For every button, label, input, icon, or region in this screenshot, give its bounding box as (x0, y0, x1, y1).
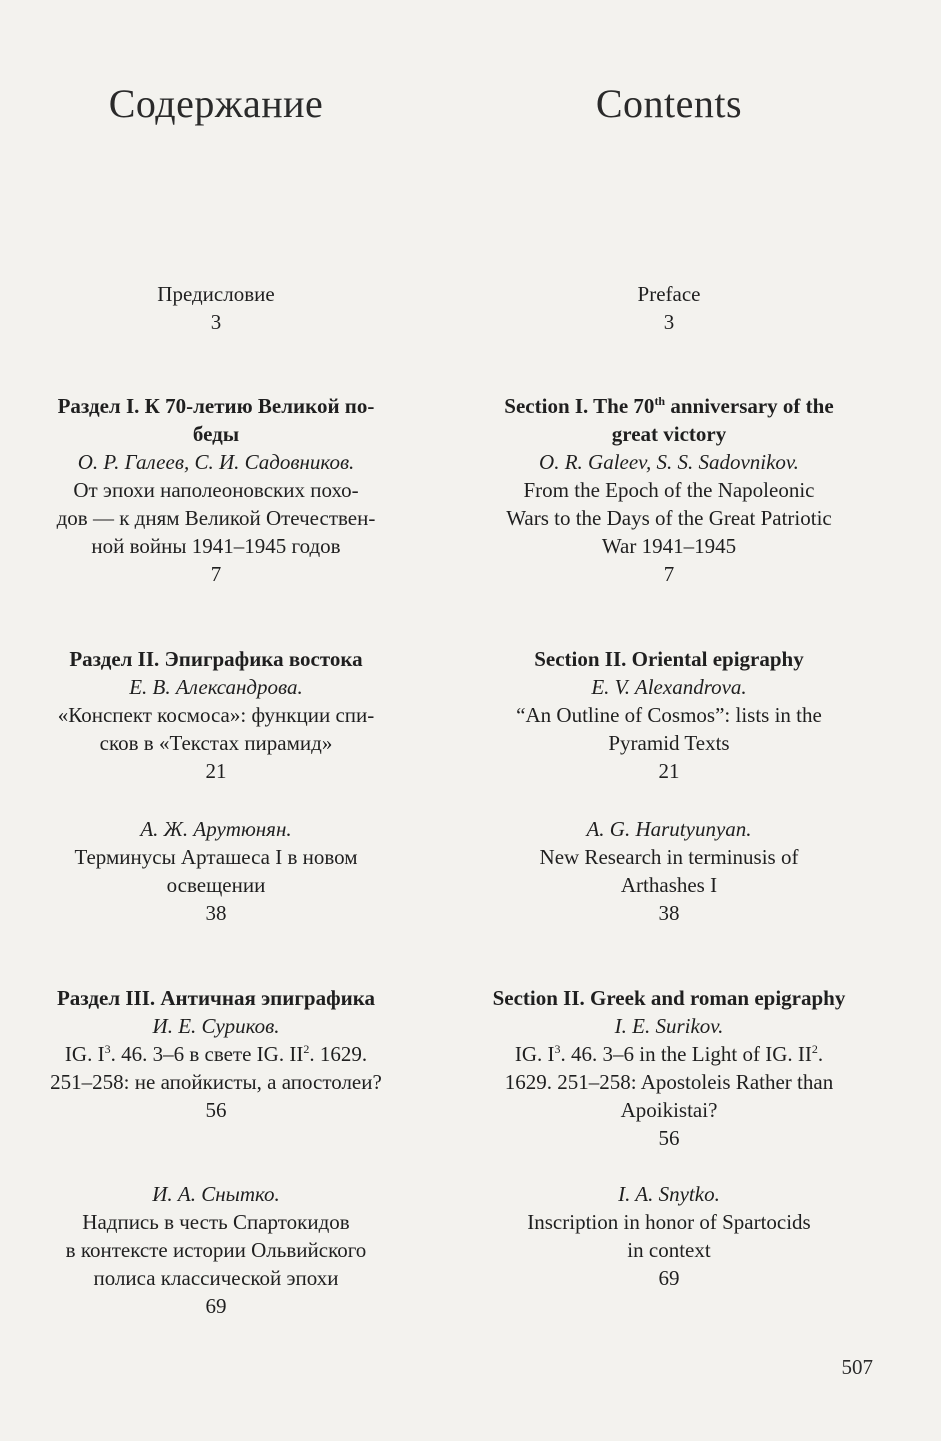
article-title[interactable]: Wars to the Days of the Great Patriotic (506, 506, 832, 530)
author: I. E. Surikov. (614, 1014, 724, 1038)
article-title[interactable]: Arthashes I (620, 873, 718, 897)
article-title[interactable]: Inscription in honor of Spartocids (527, 1210, 811, 1234)
article-title[interactable]: Надпись в честь Спартокидов (82, 1210, 350, 1234)
article-title[interactable]: Терминусы Арташеса I в новом (74, 845, 358, 869)
preface-entry-ru (10, 280, 422, 336)
page-ref: 7 (210, 562, 222, 586)
section-title[interactable]: Раздел I. К 70-летию Великой по- (57, 394, 375, 418)
preface-title[interactable]: Предисловие (157, 282, 275, 306)
author: А. Ж. Арутюнян. (140, 817, 292, 841)
section-1-en (462, 392, 876, 588)
page-ref: 3 (210, 310, 222, 334)
section-title[interactable]: беды (192, 422, 240, 446)
article-title[interactable]: 251–258: не апойкисты, а апостолеи? (50, 1070, 382, 1094)
article-title[interactable]: освещении (166, 873, 266, 897)
article-title[interactable]: От эпохи наполеоновских похо- (73, 478, 359, 502)
section-title[interactable]: Section II. Oriental epigraphy (534, 647, 804, 671)
page-ref: 21 (205, 759, 227, 783)
article-title[interactable]: Apoikistai? (620, 1098, 718, 1122)
page-ref: 69 (205, 1294, 227, 1318)
author: A. G. Harutyunyan. (586, 817, 752, 841)
article-title[interactable]: Pyramid Texts (608, 731, 730, 755)
page-ref: 56 (205, 1098, 227, 1122)
heading-en: Contents (595, 81, 743, 126)
article-title[interactable]: IG. $I^3$. 46. 3–6 in the Light of IG. $II^2$. (514, 1042, 824, 1066)
article-title[interactable]: From the Epoch of the Napoleonic (523, 478, 815, 502)
heading-ru: Содержание (108, 81, 324, 126)
page-ref: 56 (658, 1126, 680, 1150)
page-ref: 38 (658, 901, 680, 925)
article-title[interactable]: полиса классической эпохи (93, 1266, 339, 1290)
author: E. V. Alexandrova. (591, 675, 747, 699)
article-title[interactable]: New Research in terminusis of (539, 845, 799, 869)
article-en-snytko (462, 1180, 876, 1292)
page-ref: 3 (663, 310, 675, 334)
author: I. A. Snytko. (618, 1182, 720, 1206)
article-title[interactable]: в контексте истории Ольвийского (65, 1238, 367, 1262)
page-ref: 21 (658, 759, 680, 783)
page-ref: 38 (205, 901, 227, 925)
section-title[interactable]: Section II. Greek and roman epigraphy (492, 986, 846, 1010)
section-title[interactable]: Раздел II. Эпиграфика востока (69, 647, 363, 671)
article-title[interactable]: 1629. 251–258: Apostoleis Rather than (504, 1070, 834, 1094)
article-title[interactable]: “An Outline of Cosmos”: lists in the (516, 703, 822, 727)
section-3-ru (10, 984, 422, 1124)
author: И. Е. Суриков. (152, 1014, 280, 1038)
author: О. Р. Галеев, С. И. Садовников. (77, 450, 355, 474)
author: O. R. Galeev, S. S. Sadovnikov. (539, 450, 799, 474)
author: И. А. Снытко. (152, 1182, 280, 1206)
article-ru-snytko (10, 1180, 422, 1320)
section-3-en (462, 984, 876, 1152)
section-title[interactable]: great victory (611, 422, 727, 446)
article-ru-arutyunyan (10, 815, 422, 927)
preface-entry-en (462, 280, 876, 336)
article-en-harutyunyan (462, 815, 876, 927)
section-1-ru (10, 392, 422, 588)
article-title[interactable]: «Конспект космоса»: функции спи- (57, 703, 375, 727)
article-title[interactable]: ной войны 1941–1945 годов (91, 534, 341, 558)
article-title[interactable]: War 1941–1945 (601, 534, 737, 558)
page-ref: 7 (663, 562, 675, 586)
article-title[interactable]: IG. $I^3$. 46. 3–6 в свете IG. $II^2$. 1629. (64, 1042, 368, 1066)
section-2-ru (10, 645, 422, 785)
page-ref: 69 (658, 1266, 680, 1290)
article-title[interactable]: сков в «Текстах пирамид» (99, 731, 333, 755)
section-title[interactable]: Раздел III. Античная эпиграфика (56, 986, 375, 1010)
article-title[interactable]: дов — к дням Великой Отечествен- (56, 506, 376, 530)
section-2-en (462, 645, 876, 785)
section-title[interactable]: Section I. The 70th anniversary of the (504, 394, 834, 418)
preface-title[interactable]: Preface (637, 282, 701, 306)
article-title[interactable]: in context (627, 1238, 711, 1262)
page-number: 507 (841, 1355, 873, 1379)
author: Е. В. Александрова. (129, 675, 303, 699)
